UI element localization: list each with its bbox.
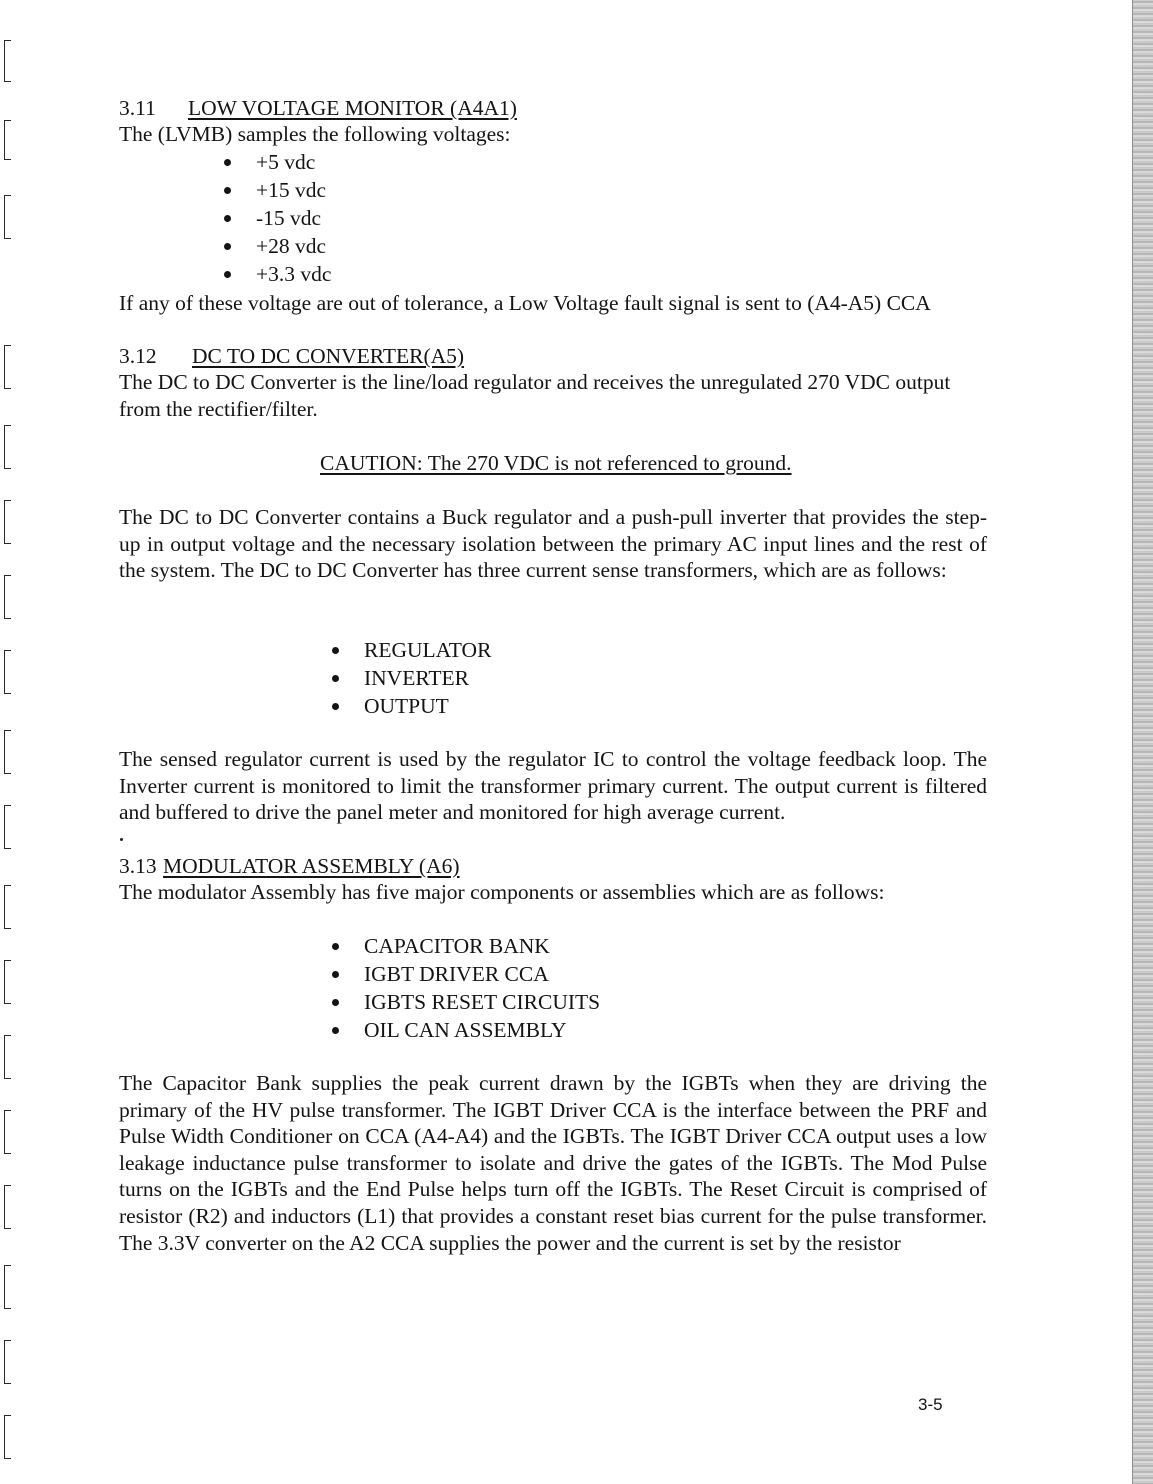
binding-mark [4, 1185, 11, 1229]
binding-mark [4, 805, 11, 849]
binding-mark [4, 960, 11, 1004]
section-intro [119, 369, 991, 422]
list-item: +28 vdc [256, 232, 331, 260]
intro-text: The DC to DC Converter is the line/load regulator and receives the unregulated 270 VDC output from the rectifier/filter. [119, 370, 951, 421]
binding-mark [4, 195, 11, 239]
modulator-components-list [364, 932, 600, 1044]
section-intro: The (LVMB) samples the following voltages: [119, 122, 511, 146]
binding-mark [4, 1415, 11, 1459]
section-intro: The modulator Assembly has five major components or assemblies which are as follows: [119, 880, 885, 904]
list-item: OUTPUT [364, 692, 491, 720]
paragraph: The Capacitor Bank supplies the peak current drawn by the IGBTs when they are driving the primary of the HV pulse transformer. The IGBT Driver CCA is the interface between the PRF and Pulse Width Conditioner on CCA (A4-A4) and the IGBTs. The IGBT Driver CCA output uses a low leakage inductance pulse transformer to isolate and drive the gates of the IGBTs. The Mod Pulse turns on the IGBTs and the End Pulse helps turn off the IGBTs. The Reset Circuit is comprised of resistor (R2) and inductors (L1) that provides a constant reset bias current for the pulse transformer. The 3.3V converter on the A2 CCA supplies the power and the current is set by the resistor [119, 1071, 987, 1255]
list-item: OIL CAN ASSEMBLY [364, 1016, 600, 1044]
binding-mark [4, 885, 11, 929]
binding-mark [4, 730, 11, 774]
paragraph: The sensed regulator current is used by the regulator IC to control the voltage feedback loop. The Inverter current is monitored to limit the transformer primary current. The output current is filtered and buffered to drive the panel meter and monitored for high average current. [119, 747, 987, 825]
voltage-list [256, 148, 331, 288]
binding-mark [4, 1110, 11, 1154]
list-item: IGBTS RESET CIRCUITS [364, 990, 601, 1014]
list-item: +3.3 vdc [256, 262, 332, 286]
list-item: +5 vdc [256, 148, 331, 176]
binding-mark [4, 575, 11, 619]
binding-mark [4, 650, 11, 694]
section-heading-3-11 [119, 95, 517, 121]
section-number: 3.13 [119, 854, 157, 878]
list-item: -15 vdc [256, 204, 331, 232]
section-number: 3.12 [119, 344, 157, 368]
binding-mark [4, 345, 11, 389]
sense-transformer-list [364, 636, 491, 720]
list-item: +15 vdc [256, 176, 331, 204]
scan-speck [120, 838, 123, 841]
binding-mark [4, 120, 11, 160]
list-item: REGULATOR [364, 638, 492, 662]
list-item: INVERTER [364, 664, 491, 692]
section-title: DC TO DC CONVERTER(A5) [192, 344, 465, 368]
binding-mark [4, 1265, 11, 1309]
paragraph: The DC to DC Converter contains a Buck regulator and a push-pull inverter that provides the step-up in output voltage and the necessary isolation between the primary AC input lines and the rest of the system. The DC to DC Converter has three current sense transformers, which are as follows: [119, 505, 987, 583]
section-outro: If any of these voltage are out of tolerance, a Low Voltage fault signal is sent to (A4-A5) CCA [119, 291, 931, 315]
page-number: 3-5 [918, 1395, 943, 1414]
section-heading-3-13 [119, 853, 460, 879]
binding-mark [4, 40, 11, 82]
caution-note: CAUTION: The 270 VDC is not referenced to ground. [320, 451, 792, 475]
section-title: MODULATOR ASSEMBLY (A6) [163, 854, 460, 878]
binding-mark [4, 500, 11, 544]
section-title: LOW VOLTAGE MONITOR (A4A1) [188, 96, 517, 120]
list-item: CAPACITOR BANK [364, 932, 600, 960]
scan-edge [1132, 0, 1153, 1484]
binding-mark [4, 1340, 11, 1384]
binding-mark [4, 425, 11, 469]
section-heading-3-12 [119, 343, 464, 369]
list-item: IGBT DRIVER CCA [364, 960, 600, 988]
section-number: 3.11 [119, 96, 156, 120]
binding-mark [4, 1035, 11, 1079]
